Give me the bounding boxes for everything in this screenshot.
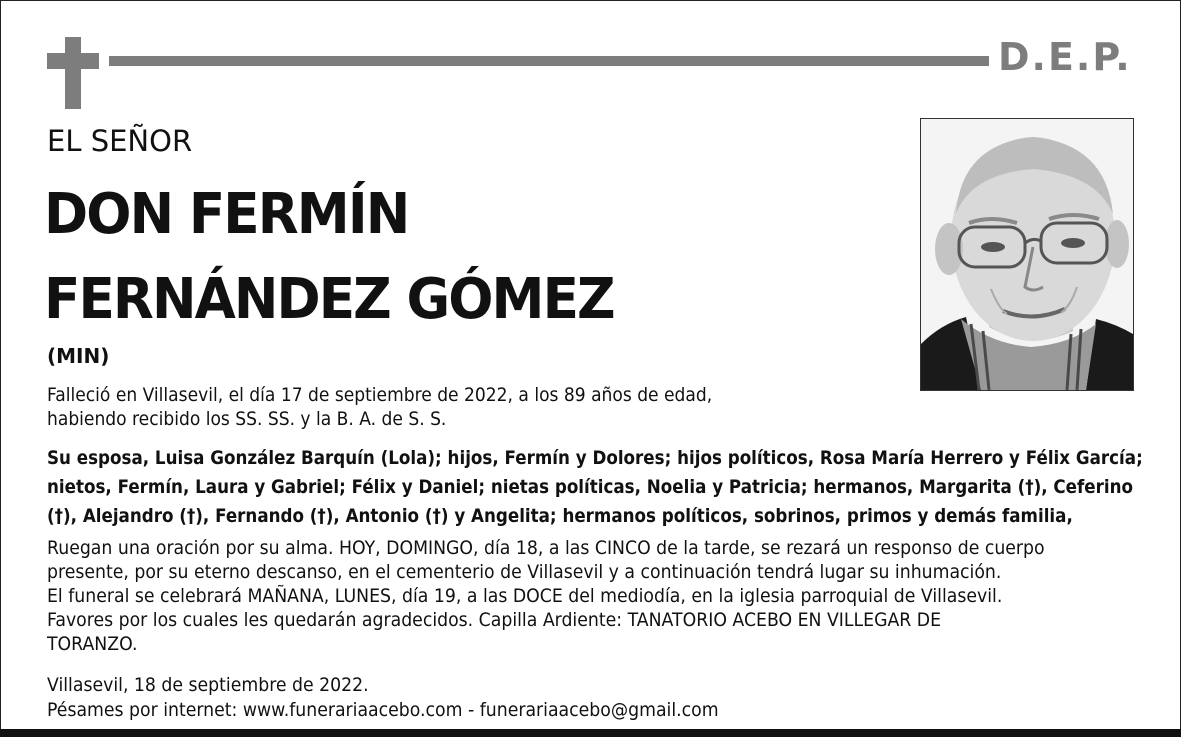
service-announcement: [47, 536, 1121, 656]
place-date: Villasevil, 18 de septiembre de 2022.: [47, 674, 369, 696]
cross-icon-bar: [47, 53, 99, 69]
announcement-line: Favores por los cuales les quedarán agradecidos. Capilla Ardiente: TANATORIO ACEBO EN VILLEGAR DE: [47, 609, 942, 631]
announcement-line: TORANZO.: [47, 633, 138, 655]
family-line: Su esposa, Luisa González Barquín (Lola); hijos, Fermín y Dolores; hijos políticos, Rosa María Herrero y Félix García;: [47, 447, 1143, 469]
deceased-name-line1: DON FERMÍN: [44, 182, 409, 247]
death-notice-line: habiendo recibido los SS. SS. y la B. A. de S. S.: [47, 408, 447, 430]
deceased-name-line2: FERNÁNDEZ GÓMEZ: [44, 267, 614, 332]
header-rule: [109, 56, 989, 66]
deceased-title: EL SEÑOR: [47, 124, 193, 158]
deceased-name: [44, 172, 614, 342]
family-line: nietos, Fermín, Laura y Gabriel; Félix y Daniel; nietas políticas, Noelia y Patricia; hermanos, Margarita (†), Ceferino: [47, 476, 1134, 498]
announcement-line: El funeral se celebrará MAÑANA, LUNES, día 19, a las DOCE del mediodía, en la iglesia parroquial de Villasevil.: [47, 585, 1003, 607]
death-notice: [47, 383, 767, 431]
portrait-photo: [920, 118, 1134, 391]
family-line: (†), Alejandro (†), Fernando (†), Antonio (†) y Angelita; hermanos políticos, sobrinos, primos y demás familia,: [47, 505, 1073, 527]
portrait-image: [921, 119, 1133, 390]
dep-label: D.E.P.: [998, 35, 1132, 79]
cross-icon: [65, 37, 81, 109]
deceased-nickname: (MIN): [47, 344, 110, 368]
announcement-line: presente, por su eterno descanso, en el cementerio de Villasevil y a continuación tendrá lugar su inhumación.: [47, 561, 1002, 583]
death-notice-line: Falleció en Villasevil, el día 17 de septiembre de 2022, a los 89 años de edad,: [47, 384, 713, 406]
footer-rule: [0, 729, 1181, 737]
announcement-line: Ruegan una oración por su alma. HOY, DOMINGO, día 18, a las CINCO de la tarde, se rezará un responso de cuerpo: [47, 537, 1045, 559]
condolences-info: Pésames por internet: www.funerariaacebo.com - funerariaacebo@gmail.com: [47, 699, 719, 721]
family-list: [47, 444, 1143, 531]
